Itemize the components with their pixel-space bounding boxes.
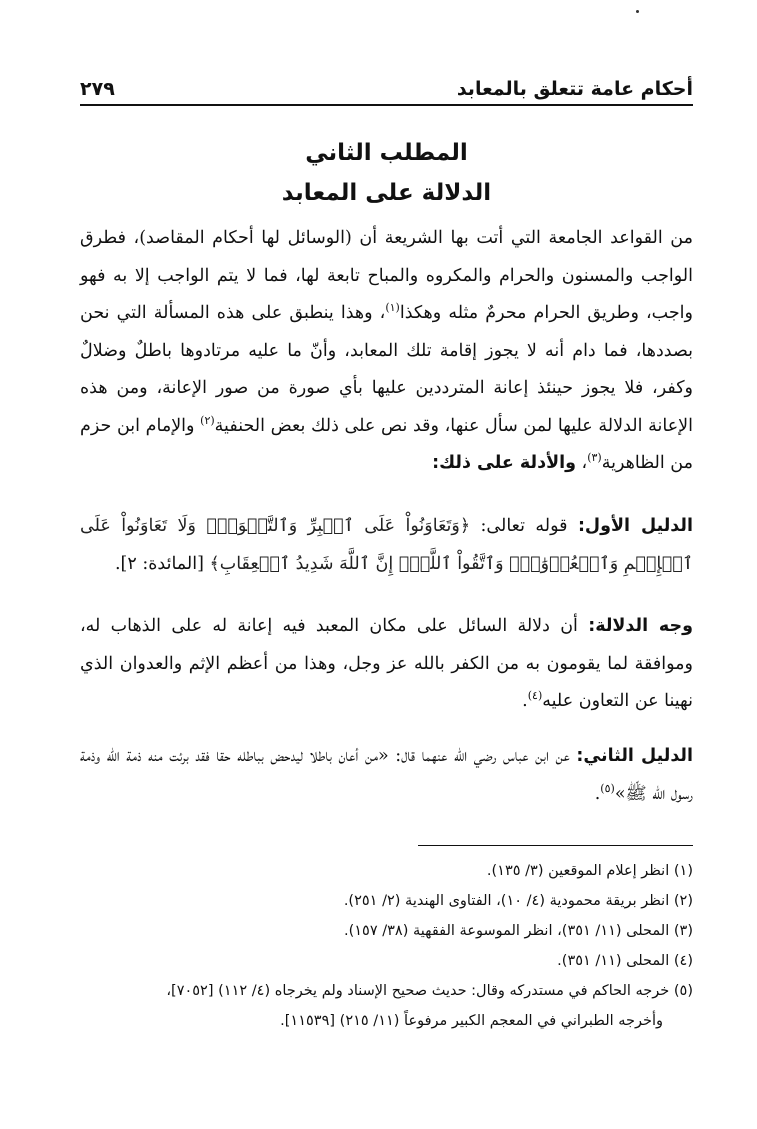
footnote [80, 886, 693, 916]
main-text-3: والإمام ابن حزم من الظاهرية [80, 415, 693, 473]
footnote-number: (٤) [673, 953, 693, 969]
footnote-ref-2: (٢) [200, 413, 215, 427]
evidence-two-text: عن ابن عباس رضي الله عنهما قال: «من أعان باطلا ليدحض بباطله حقا فقد برئت منه ذمة الله وذمة رسول الله ﷺ» [80, 746, 693, 804]
indication-text: أن دلالة السائل على مكان المعبد فيه إعانة له على الذهاب له، وموافقة لما يقومون به من الكفر بالله عز وجل، وهذا من أعظم الإثم والعدوان الذي نهينا عن التعاون عليه [80, 616, 693, 711]
section-subtitle: الدلالة على المعابد [281, 180, 492, 206]
page-number: ٢٧٩ [80, 78, 115, 100]
footnote-text: المحلى (١١/ ٣٥١). [557, 953, 670, 969]
footnotes [80, 856, 693, 1036]
footnote [80, 916, 693, 946]
indication-end: . [522, 691, 528, 711]
footnote-number: (٣) [673, 923, 693, 939]
verse-citation: [المائدة: ٢]. [114, 553, 210, 574]
footnote-text: انظر إعلام الموقعين (٣/ ١٣٥). [486, 863, 670, 879]
footnote-text: خرجه الحاكم في مستدركه وقال: حديث صحيح الإسناد ولم يخرجاه (٤/ ١١٢) [٧٠٥٢]، [166, 983, 670, 999]
main-paragraph [80, 220, 693, 483]
main-text-4: ، [575, 453, 588, 473]
footnote [80, 976, 693, 1036]
evidence-one-label: الدليل الأول: [577, 516, 693, 536]
section-title: المطلب الثاني [305, 140, 468, 166]
footnote-ref-4: (٤) [527, 689, 543, 703]
main-text-2: ، وهذا ينطبق على هذه المسألة التي نحن بصددها، فما دام أنه لا يجوز إقامة تلك المعابد، وأنّ ما عليه مرتادوها باطلٌ وضلالٌ وكفر، فلا يجوز حينئذ إعانة المترددين عليها بأي صورة من صور الإعانة، ومن هذه الإعانة الدلالة عليها لمن سأل عنها، وقد نص على ذلك بعض الحنفية [80, 303, 693, 436]
footnote-ref-1: (١) [385, 301, 400, 315]
footnote-ref-5: (٥) [600, 781, 615, 795]
main-text-1: من القواعد الجامعة التي أتت بها الشريعة أن (الوسائل لها أحكام المقاصد)، فطرق الواجب والمسنون والحرام والمكروه والمباح تابعة لها، فما لا يتم الواجب إلا به فهو واجب، وطريق الحرام محرمٌ مثله وهكذا [80, 228, 693, 323]
evidence-two [80, 738, 693, 813]
footnote-continuation: وأخرجه الطبراني في المعجم الكبير مرفوعاً (١١/ ٢١٥) [١١٥٣٩]. [280, 1013, 663, 1029]
evidence-two-label: الدليل الثاني: [576, 746, 693, 766]
evidence-lead: والأدلة على ذلك: [432, 453, 576, 473]
quran-verse: ﴿وَتَعَاوَنُواْ عَلَى ٱلۡبِرِّ وَٱلتَّقۡوَىٰۖ وَلَا تَعَاوَنُواْ عَلَى ٱلۡإِثۡمِ وَٱلۡعُدۡوَٰنِۚ وَٱتَّقُواْ ٱللَّهَۖ إِنَّ ٱللَّهَ شَدِيدُ ٱلۡعِقَابِ﴾ [80, 516, 693, 574]
footnote-text: انظر بريقة محمودية (٤/ ١٠)، الفتاوى الهندية (٢/ ٢٥١). [343, 893, 670, 909]
footnote-text: المحلى (١١/ ٣٥١)، انظر الموسوعة الفقهية (٣٨/ ١٥٧). [343, 923, 670, 939]
footnote-number: (٢) [673, 893, 693, 909]
footnote-number: (٥) [673, 983, 693, 999]
ink-dot [636, 10, 639, 13]
evidence-two-end: . [594, 783, 601, 804]
header-rule [80, 104, 693, 106]
footnote-ref-3: (٣) [587, 451, 602, 465]
running-title: أحكام عامة تتعلق بالمعابد [456, 78, 693, 100]
footnote-number: (١) [673, 863, 693, 879]
running-header [80, 66, 693, 100]
evidence-one-intro: قوله تعالى: [470, 516, 578, 536]
footnote-rule [418, 845, 693, 846]
indication-label: وجه الدلالة: [588, 616, 693, 636]
indication [80, 608, 693, 721]
footnote [80, 856, 693, 886]
evidence-one [80, 508, 693, 583]
footnote [80, 946, 693, 976]
